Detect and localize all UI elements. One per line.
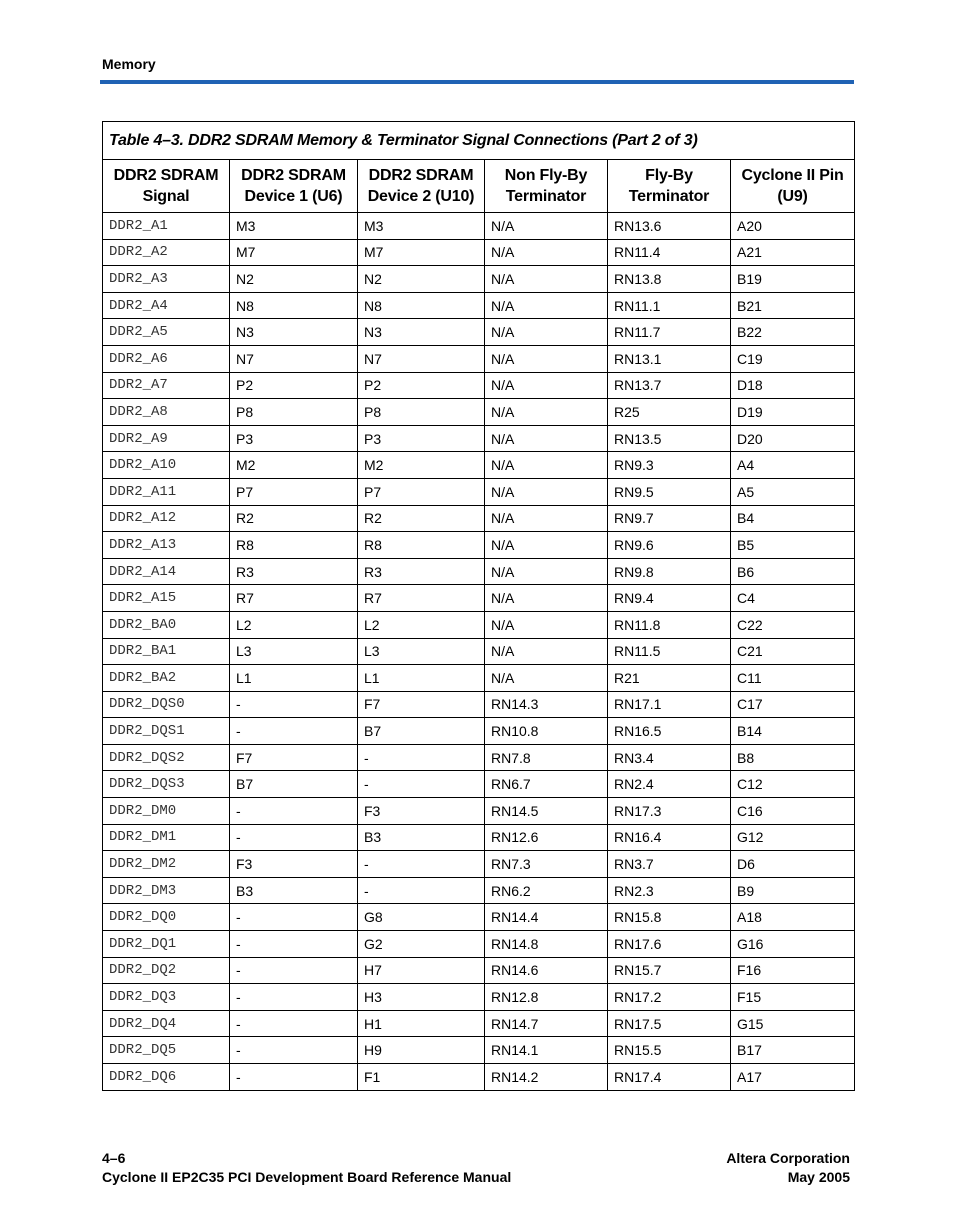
table-cell: G8	[358, 904, 485, 931]
signal-name-cell: DDR2_A3	[103, 266, 230, 293]
table-cell: RN15.5	[608, 1037, 731, 1064]
table-cell: A5	[731, 478, 855, 505]
column-header-row	[103, 160, 855, 213]
table-row	[103, 585, 855, 612]
table-cell: -	[230, 691, 358, 718]
table-cell: N/A	[485, 319, 608, 346]
signal-connections-table	[102, 121, 855, 1091]
table-cell: H1	[358, 1010, 485, 1037]
table-cell: C22	[731, 611, 855, 638]
table-cell: RN14.4	[485, 904, 608, 931]
table-cell: RN11.8	[608, 611, 731, 638]
table-cell: RN7.3	[485, 851, 608, 878]
table-cell: C17	[731, 691, 855, 718]
table-cell: RN14.8	[485, 931, 608, 958]
table-cell: RN14.3	[485, 691, 608, 718]
signal-name-cell: DDR2_A14	[103, 558, 230, 585]
table-cell: -	[230, 1010, 358, 1037]
table-cell: P8	[358, 399, 485, 426]
table-row	[103, 239, 855, 266]
signal-name-cell: DDR2_BA1	[103, 638, 230, 665]
table-cell: RN3.4	[608, 744, 731, 771]
signal-name-cell: DDR2_DQ5	[103, 1037, 230, 1064]
table-cell: C12	[731, 771, 855, 798]
signal-name-cell: DDR2_A11	[103, 478, 230, 505]
signal-name-cell: DDR2_A10	[103, 452, 230, 479]
table-cell: R3	[230, 558, 358, 585]
table-row	[103, 798, 855, 825]
table-cell: F7	[358, 691, 485, 718]
signal-name-cell: DDR2_A8	[103, 399, 230, 426]
table-cell: F15	[731, 984, 855, 1011]
table-cell: B3	[358, 824, 485, 851]
table-cell: -	[358, 744, 485, 771]
table-cell: R7	[230, 585, 358, 612]
table-cell: N2	[358, 266, 485, 293]
table-cell: N/A	[485, 345, 608, 372]
table-cell: N/A	[485, 611, 608, 638]
signal-name-cell: DDR2_A1	[103, 213, 230, 240]
table-cell: RN2.3	[608, 877, 731, 904]
table-cell: G12	[731, 824, 855, 851]
signal-name-cell: DDR2_A2	[103, 239, 230, 266]
table-cell: N/A	[485, 532, 608, 559]
signal-name-cell: DDR2_DQS1	[103, 718, 230, 745]
table-cell: RN9.8	[608, 558, 731, 585]
table-row	[103, 345, 855, 372]
table-cell: N3	[230, 319, 358, 346]
table-cell: RN9.6	[608, 532, 731, 559]
signal-name-cell: DDR2_DQS2	[103, 744, 230, 771]
signal-name-cell: DDR2_A12	[103, 505, 230, 532]
table-cell: RN9.4	[608, 585, 731, 612]
table-cell: RN17.2	[608, 984, 731, 1011]
table-cell: N3	[358, 319, 485, 346]
table-cell: A20	[731, 213, 855, 240]
table-cell: RN15.7	[608, 957, 731, 984]
table-cell: RN3.7	[608, 851, 731, 878]
table-cell: B9	[731, 877, 855, 904]
table-cell: F7	[230, 744, 358, 771]
signal-name-cell: DDR2_DQ1	[103, 931, 230, 958]
table-row	[103, 399, 855, 426]
table-cell: -	[230, 1064, 358, 1091]
table-caption: Table 4–3. DDR2 SDRAM Memory & Terminator Signal Connections (Part 2 of 3)	[103, 122, 855, 160]
table-cell: R7	[358, 585, 485, 612]
table-cell: G2	[358, 931, 485, 958]
table-cell: A17	[731, 1064, 855, 1091]
signal-name-cell: DDR2_DQ4	[103, 1010, 230, 1037]
table-cell: M7	[358, 239, 485, 266]
signal-name-cell: DDR2_DQ3	[103, 984, 230, 1011]
table-cell: N/A	[485, 585, 608, 612]
table-row	[103, 611, 855, 638]
table-cell: N7	[358, 345, 485, 372]
table-cell: RN13.6	[608, 213, 731, 240]
signal-name-cell: DDR2_A4	[103, 292, 230, 319]
table-cell: H9	[358, 1037, 485, 1064]
table-row	[103, 532, 855, 559]
table-cell: -	[230, 798, 358, 825]
table-cell: N/A	[485, 292, 608, 319]
table-cell: -	[358, 851, 485, 878]
table-cell: P3	[230, 425, 358, 452]
table-cell: N/A	[485, 638, 608, 665]
table-cell: N/A	[485, 452, 608, 479]
table-row	[103, 292, 855, 319]
column-header: Non Fly-By Terminator	[485, 160, 608, 213]
table-cell: RN14.1	[485, 1037, 608, 1064]
table-cell: RN11.5	[608, 638, 731, 665]
table-cell: R2	[358, 505, 485, 532]
table-cell: L2	[230, 611, 358, 638]
table-cell: -	[230, 931, 358, 958]
table-cell: A4	[731, 452, 855, 479]
footer-right	[726, 1149, 850, 1187]
table-cell: C19	[731, 345, 855, 372]
table-cell: N7	[230, 345, 358, 372]
table-cell: B17	[731, 1037, 855, 1064]
table-cell: N/A	[485, 478, 608, 505]
table-row	[103, 452, 855, 479]
table-cell: RN14.5	[485, 798, 608, 825]
table-cell: A18	[731, 904, 855, 931]
table-cell: R2	[230, 505, 358, 532]
table-cell: RN11.7	[608, 319, 731, 346]
signal-name-cell: DDR2_DQ0	[103, 904, 230, 931]
table-cell: L3	[358, 638, 485, 665]
table-cell: RN13.1	[608, 345, 731, 372]
table-cell: M3	[358, 213, 485, 240]
table-cell: C4	[731, 585, 855, 612]
table-row	[103, 505, 855, 532]
table-cell: RN16.5	[608, 718, 731, 745]
table-cell: C16	[731, 798, 855, 825]
table-cell: D6	[731, 851, 855, 878]
table-cell: RN2.4	[608, 771, 731, 798]
table-cell: -	[230, 718, 358, 745]
table-cell: M2	[230, 452, 358, 479]
table-cell: B3	[230, 877, 358, 904]
signal-name-cell: DDR2_BA0	[103, 611, 230, 638]
table-row	[103, 718, 855, 745]
table-row	[103, 266, 855, 293]
signal-name-cell: DDR2_A6	[103, 345, 230, 372]
table-cell: N/A	[485, 372, 608, 399]
signal-name-cell: DDR2_A7	[103, 372, 230, 399]
table-row	[103, 638, 855, 665]
table-cell: P8	[230, 399, 358, 426]
table-cell: N/A	[485, 239, 608, 266]
table-cell: RN9.5	[608, 478, 731, 505]
table-cell: RN13.5	[608, 425, 731, 452]
table-cell: D20	[731, 425, 855, 452]
signal-name-cell: DDR2_DQS3	[103, 771, 230, 798]
table-cell: -	[358, 877, 485, 904]
signal-name-cell: DDR2_DM2	[103, 851, 230, 878]
signal-name-cell: DDR2_DQS0	[103, 691, 230, 718]
table-cell: RN15.8	[608, 904, 731, 931]
table-cell: N/A	[485, 558, 608, 585]
table-cell: P3	[358, 425, 485, 452]
table-cell: N/A	[485, 505, 608, 532]
table-cell: N/A	[485, 425, 608, 452]
table-cell: N/A	[485, 665, 608, 692]
table-cell: G15	[731, 1010, 855, 1037]
section-title: Memory	[102, 56, 156, 72]
table-cell: L3	[230, 638, 358, 665]
table-cell: -	[230, 957, 358, 984]
column-header: Fly-By Terminator	[608, 160, 731, 213]
table-cell: RN14.7	[485, 1010, 608, 1037]
table-cell: RN9.7	[608, 505, 731, 532]
table-cell: -	[230, 824, 358, 851]
signal-name-cell: DDR2_A15	[103, 585, 230, 612]
table-row	[103, 1010, 855, 1037]
table-row	[103, 1037, 855, 1064]
signal-name-cell: DDR2_A13	[103, 532, 230, 559]
table-cell: -	[230, 1037, 358, 1064]
table-cell: N8	[358, 292, 485, 319]
table-cell: M3	[230, 213, 358, 240]
table-cell: B14	[731, 718, 855, 745]
table-cell: RN11.4	[608, 239, 731, 266]
table-row	[103, 478, 855, 505]
table-cell: B7	[358, 718, 485, 745]
table-body	[103, 213, 855, 1091]
table-row	[103, 1064, 855, 1091]
table-row	[103, 425, 855, 452]
header-rule	[100, 80, 854, 84]
table-cell: C11	[731, 665, 855, 692]
table-cell: R21	[608, 665, 731, 692]
table-cell: N8	[230, 292, 358, 319]
table-cell: B5	[731, 532, 855, 559]
table-cell: P7	[358, 478, 485, 505]
signal-name-cell: DDR2_BA2	[103, 665, 230, 692]
table-cell: L1	[358, 665, 485, 692]
table-cell: RN13.7	[608, 372, 731, 399]
table-cell: B4	[731, 505, 855, 532]
table-cell: RN12.8	[485, 984, 608, 1011]
table-cell: P2	[230, 372, 358, 399]
table-cell: RN17.3	[608, 798, 731, 825]
table-cell: P2	[358, 372, 485, 399]
publication-date: May 2005	[787, 1169, 850, 1185]
table-cell: L1	[230, 665, 358, 692]
table-cell: B7	[230, 771, 358, 798]
table-cell: RN17.1	[608, 691, 731, 718]
table-cell: RN14.2	[485, 1064, 608, 1091]
table-cell: D19	[731, 399, 855, 426]
table-cell: H3	[358, 984, 485, 1011]
table-cell: R25	[608, 399, 731, 426]
table-row	[103, 957, 855, 984]
table-cell: RN17.5	[608, 1010, 731, 1037]
table-row	[103, 931, 855, 958]
table-cell: B19	[731, 266, 855, 293]
table-cell: D18	[731, 372, 855, 399]
table-cell: N2	[230, 266, 358, 293]
table-cell: C21	[731, 638, 855, 665]
table-cell: RN7.8	[485, 744, 608, 771]
table-row	[103, 213, 855, 240]
table-cell: F16	[731, 957, 855, 984]
table-cell: RN13.8	[608, 266, 731, 293]
table-row	[103, 558, 855, 585]
table-cell: RN9.3	[608, 452, 731, 479]
table-cell: N/A	[485, 266, 608, 293]
table-cell: M7	[230, 239, 358, 266]
signal-name-cell: DDR2_DQ6	[103, 1064, 230, 1091]
company-name: Altera Corporation	[726, 1150, 850, 1166]
table-cell: L2	[358, 611, 485, 638]
table-cell: B21	[731, 292, 855, 319]
table-cell: R3	[358, 558, 485, 585]
table-cell: -	[358, 771, 485, 798]
table-cell: RN6.2	[485, 877, 608, 904]
table-row	[103, 691, 855, 718]
table-row	[103, 744, 855, 771]
signal-name-cell: DDR2_DM0	[103, 798, 230, 825]
table-cell: M2	[358, 452, 485, 479]
table-cell: F1	[358, 1064, 485, 1091]
table-cell: N/A	[485, 399, 608, 426]
table-cell: RN17.6	[608, 931, 731, 958]
signal-name-cell: DDR2_DM1	[103, 824, 230, 851]
column-header: Cyclone II Pin (U9)	[731, 160, 855, 213]
table-cell: B22	[731, 319, 855, 346]
table-row	[103, 372, 855, 399]
column-header: DDR2 SDRAM Signal	[103, 160, 230, 213]
table-row	[103, 984, 855, 1011]
signal-name-cell: DDR2_A5	[103, 319, 230, 346]
table-cell: G16	[731, 931, 855, 958]
signal-name-cell: DDR2_DQ2	[103, 957, 230, 984]
page-number: 4–6	[102, 1150, 126, 1166]
table-row	[103, 319, 855, 346]
column-header: DDR2 SDRAM Device 1 (U6)	[230, 160, 358, 213]
table-cell: R8	[230, 532, 358, 559]
table-cell: N/A	[485, 213, 608, 240]
table-cell: RN11.1	[608, 292, 731, 319]
table-cell: F3	[230, 851, 358, 878]
table-cell: R8	[358, 532, 485, 559]
table-cell: RN12.6	[485, 824, 608, 851]
table-cell: F3	[358, 798, 485, 825]
table-row	[103, 904, 855, 931]
table-cell: RN6.7	[485, 771, 608, 798]
table-row	[103, 665, 855, 692]
table-cell: -	[230, 904, 358, 931]
manual-title: Cyclone II EP2C35 PCI Development Board Reference Manual	[102, 1169, 512, 1185]
table-cell: -	[230, 984, 358, 1011]
table-cell: RN14.6	[485, 957, 608, 984]
table-cell: P7	[230, 478, 358, 505]
table-cell: A21	[731, 239, 855, 266]
table-cell: RN10.8	[485, 718, 608, 745]
table-row	[103, 771, 855, 798]
signal-name-cell: DDR2_DM3	[103, 877, 230, 904]
table-cell: RN16.4	[608, 824, 731, 851]
signal-name-cell: DDR2_A9	[103, 425, 230, 452]
table-cell: H7	[358, 957, 485, 984]
table-cell: RN17.4	[608, 1064, 731, 1091]
table-row	[103, 851, 855, 878]
column-header: DDR2 SDRAM Device 2 (U10)	[358, 160, 485, 213]
table-cell: B6	[731, 558, 855, 585]
table-cell: B8	[731, 744, 855, 771]
footer-left	[102, 1149, 511, 1187]
table-row	[103, 824, 855, 851]
table-row	[103, 877, 855, 904]
